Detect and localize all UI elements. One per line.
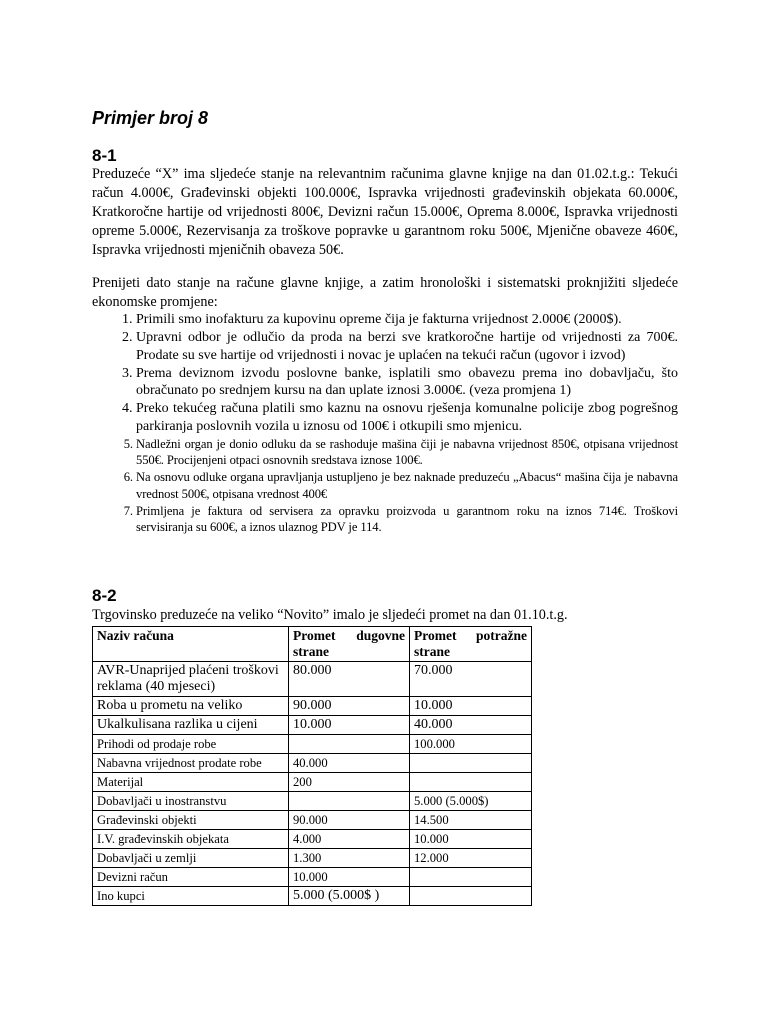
debit-cell: 10.000 (289, 716, 410, 735)
debit-cell: 90.000 (289, 697, 410, 716)
transaction-list (92, 311, 678, 536)
table-row (93, 662, 532, 697)
debit-cell: 5.000 (5.000$ ) (289, 887, 410, 906)
section-8-2-intro: Trgovinsko preduzeće na veliko “Novito” imalo je sljedeći promet na dan 01.10.t.g. (92, 607, 568, 623)
credit-cell: 10.000 (410, 830, 532, 849)
table-row (93, 716, 532, 735)
credit-cell: 12.000 (410, 849, 532, 868)
list-item: 4. Preko tekućeg računa platili smo kaznu na osnovu rješenja komunalne policije zbog pogrešnog parkiranja poslovnih vozila u iznosu od 100€ i otkupili smo mjenicu. (136, 400, 678, 435)
debit-cell: 90.000 (289, 811, 410, 830)
credit-cell: 14.500 (410, 811, 532, 830)
debit-cell: 80.000 (289, 662, 410, 697)
account-name-cell: Ukalkulisana razlika u cijeni (93, 716, 289, 735)
table-row (93, 868, 532, 887)
account-name-cell: Roba u prometu na veliko (93, 697, 289, 716)
account-name-cell: Građevinski objekti (93, 811, 289, 830)
debit-cell: 4.000 (289, 830, 410, 849)
table-row (93, 887, 532, 906)
table-row (93, 792, 532, 811)
credit-cell (410, 754, 532, 773)
table-row (93, 811, 532, 830)
list-item: 6. Na osnovu odluke organa upravljanja ustupljeno je bez naknade preduzeću „Abacus“ mašina čija je nabavna vrednost 500€, otpisana vrednost 400€ (136, 469, 678, 502)
list-item: 7. Primljena je faktura od servisera za opravku proizvoda u garantnom roku na iznos 714€. Troškovi servisiranja su 600€, a iznos ulaznog PDV je 114. (136, 503, 678, 536)
account-name-cell: Devizni račun (93, 868, 289, 887)
table-row (93, 754, 532, 773)
account-name-cell: Materijal (93, 773, 289, 792)
debit-cell: 1.300 (289, 849, 410, 868)
list-item: 5. Nadležni organ je donio odluku da se rashoduje mašina čiji je nabavna vrijednost 850€, otpisana vrijednost 550€. Procijenjeni otpaci osnovnih sredstava iznose 100€. (136, 436, 678, 469)
table-row (93, 735, 532, 754)
list-item: 3. Prema deviznom izvodu poslovne banke, isplatili smo obavezu prema ino dobavljaču, što obračunato po srednjem kursu na dan uplate iznosi 3.000€. (veza promjena 1) (136, 365, 678, 400)
debit-cell: 10.000 (289, 868, 410, 887)
table-row (93, 697, 532, 716)
column-header: Promet dugovne strane (289, 627, 410, 662)
list-item: 1. Primili smo inofakturu za kupovinu opreme čija je fakturna vrijednost 2.000€ (2000$). (136, 311, 678, 329)
debit-cell: 40.000 (289, 754, 410, 773)
credit-cell (410, 773, 532, 792)
account-name-cell: Prihodi od prodaje robe (93, 735, 289, 754)
account-name-cell: Ino kupci (93, 887, 289, 906)
credit-cell: 100.000 (410, 735, 532, 754)
account-name-cell: I.V. građevinskih objekata (93, 830, 289, 849)
debit-cell: 200 (289, 773, 410, 792)
table-header-row (93, 627, 532, 662)
account-name-cell: AVR-Unaprijed plaćeni troškovi reklama (40 mjeseci) (93, 662, 289, 697)
column-header: Naziv računa (93, 627, 289, 662)
credit-cell (410, 868, 532, 887)
debit-cell (289, 735, 410, 754)
credit-cell: 5.000 (5.000$) (410, 792, 532, 811)
table-row (93, 849, 532, 868)
table-row (93, 773, 532, 792)
credit-cell (410, 887, 532, 906)
section-8-1-heading: 8-1 (92, 146, 117, 165)
account-name-cell: Dobavljači u inostranstvu (93, 792, 289, 811)
credit-cell: 40.000 (410, 716, 532, 735)
table-row (93, 830, 532, 849)
credit-cell: 10.000 (410, 697, 532, 716)
section-8-1-task: Prenijeti dato stanje na račune glavne knjige, a zatim hronološki i sistematski proknjižiti sljedeće ekonomske promjene: (92, 275, 678, 310)
debit-cell (289, 792, 410, 811)
section-8-2-heading: 8-2 (92, 586, 117, 605)
section-8-1-intro: Preduzeće “X” ima sljedeće stanje na relevantnim računima glavne knjige na dan 01.02.t.g.: Tekući račun 4.000€, Građevinski objekti 100.000€, Ispravka vrijednosti građevinskih objekata 60.000€, Kratkoročne hartije od vrijednosti 800€, Devizni račun 15.000€, Oprema 8.000€, Ispravka vrijednosti opreme 5.000€, Rezervisanja za troškove popravke u garantnom roku 500€, Mjenične obaveze 460€, Ispravka vrijednosti mjeničnih obaveza 50€. (92, 166, 678, 258)
column-header: Promet potražne strane (410, 627, 532, 662)
account-name-cell: Nabavna vrijednost prodate robe (93, 754, 289, 773)
turnover-table (92, 626, 532, 906)
list-item: 2. Upravni odbor je odlučio da proda na berzi sve kratkoročne hartije od vrijednosti za 700€. Prodate su sve hartije od vrijednosti i novac je uplaćen na tekući račun (ugovor i izvod) (136, 329, 678, 364)
page-title: Primjer broj 8 (92, 108, 209, 128)
account-name-cell: Dobavljači u zemlji (93, 849, 289, 868)
credit-cell: 70.000 (410, 662, 532, 697)
